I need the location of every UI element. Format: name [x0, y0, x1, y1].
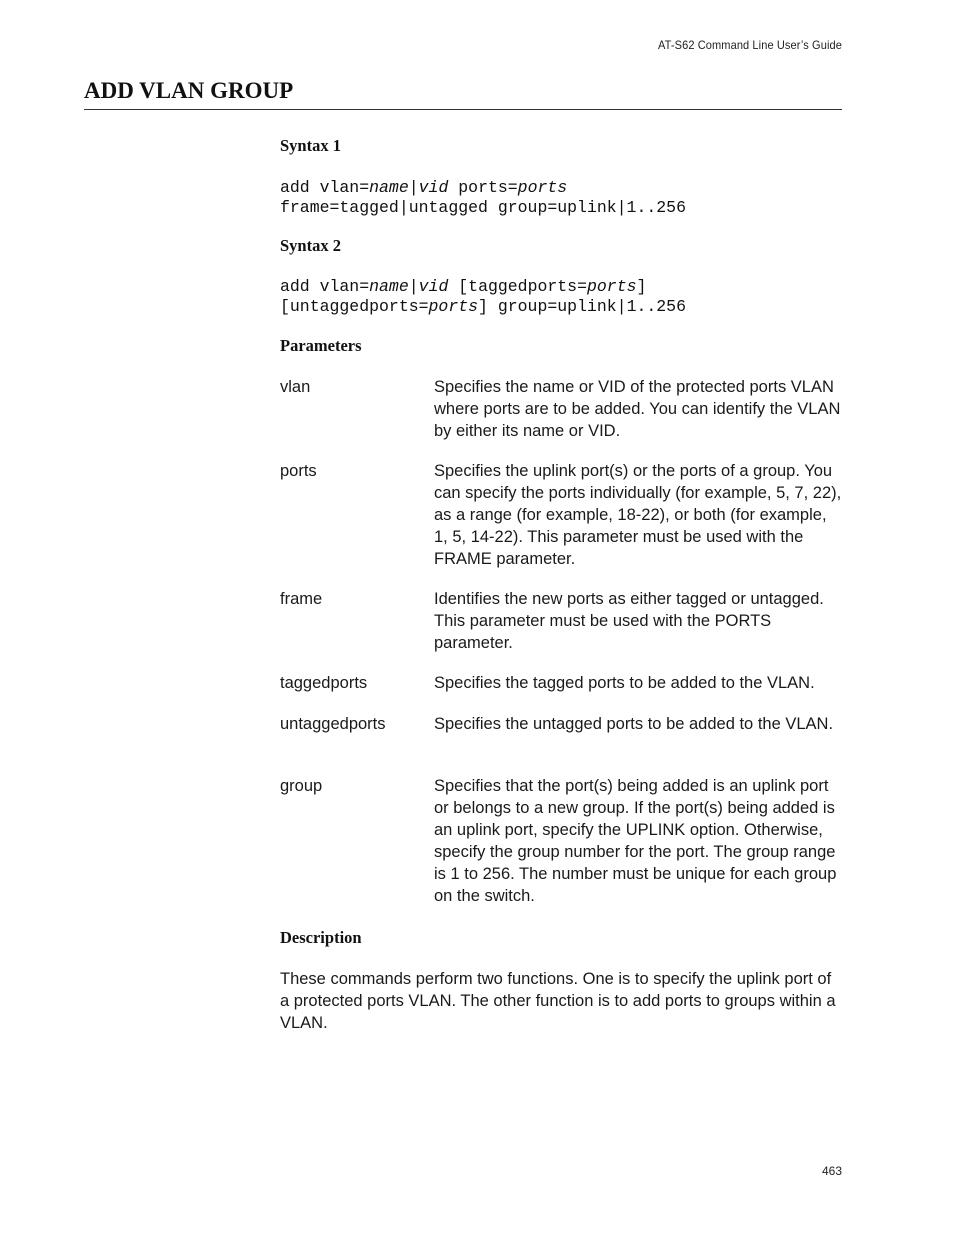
- title-rule: [84, 109, 842, 110]
- syntax2-heading: Syntax 2: [280, 236, 341, 255]
- param-description: Specifies that the port(s) being added is an uplink port or belongs to a new group. If the port(s) being added is an uplink port, specify the UPLINK option. Otherwise, specify the group number for the port. The group range is 1 to 256. The number must be unique for each group on the switch.: [434, 777, 837, 905]
- syntax1-line2: frame=tagged|untagged group=uplink|1..256: [280, 197, 686, 217]
- param-name: vlan: [280, 378, 311, 396]
- syntax1-code: [280, 178, 686, 217]
- description-heading: Description: [280, 928, 362, 947]
- page-number: 463: [821, 1164, 842, 1178]
- syntax1-line1: add vlan=name|vid ports=ports: [280, 178, 568, 197]
- syntax2-line1: add vlan=name|vid [taggedports=ports]: [280, 277, 647, 296]
- param-name: untaggedports: [280, 715, 386, 733]
- param-description: Specifies the tagged ports to be added to the VLAN.: [434, 674, 815, 692]
- description-text: These commands perform two functions. One is to specify the uplink port of a protected ports VLAN. The other function is to add ports to groups within a VLAN.: [280, 970, 836, 1032]
- param-description: Specifies the untagged ports to be added to the VLAN.: [434, 715, 834, 733]
- param-description: Identifies the new ports as either tagged or untagged. This parameter must be used with the PORTS parameter.: [434, 590, 824, 652]
- page-title: ADD VLAN GROUP: [84, 78, 294, 103]
- parameters-heading: Parameters: [280, 336, 362, 355]
- param-description: Specifies the uplink port(s) or the ports of a group. You can specify the ports individually (for example, 5, 7, 22), as a range (for example, 18-22), or both (for example, 1, 5, 14-22). This parameter must be used with the FRAME parameter.: [434, 462, 842, 568]
- running-header: AT-S62 Command Line User’s Guide: [658, 38, 842, 52]
- param-name: ports: [280, 462, 317, 480]
- param-name: group: [280, 777, 323, 795]
- syntax1-heading: Syntax 1: [280, 136, 341, 155]
- param-name: taggedports: [280, 674, 368, 692]
- syntax2-code: [280, 277, 686, 316]
- syntax2-line2: [untaggedports=ports] group=uplink|1..256: [280, 296, 686, 316]
- param-name: frame: [280, 590, 323, 608]
- param-description: Specifies the name or VID of the protected ports VLAN where ports are to be added. You can identify the VLAN by either its name or VID.: [434, 378, 841, 440]
